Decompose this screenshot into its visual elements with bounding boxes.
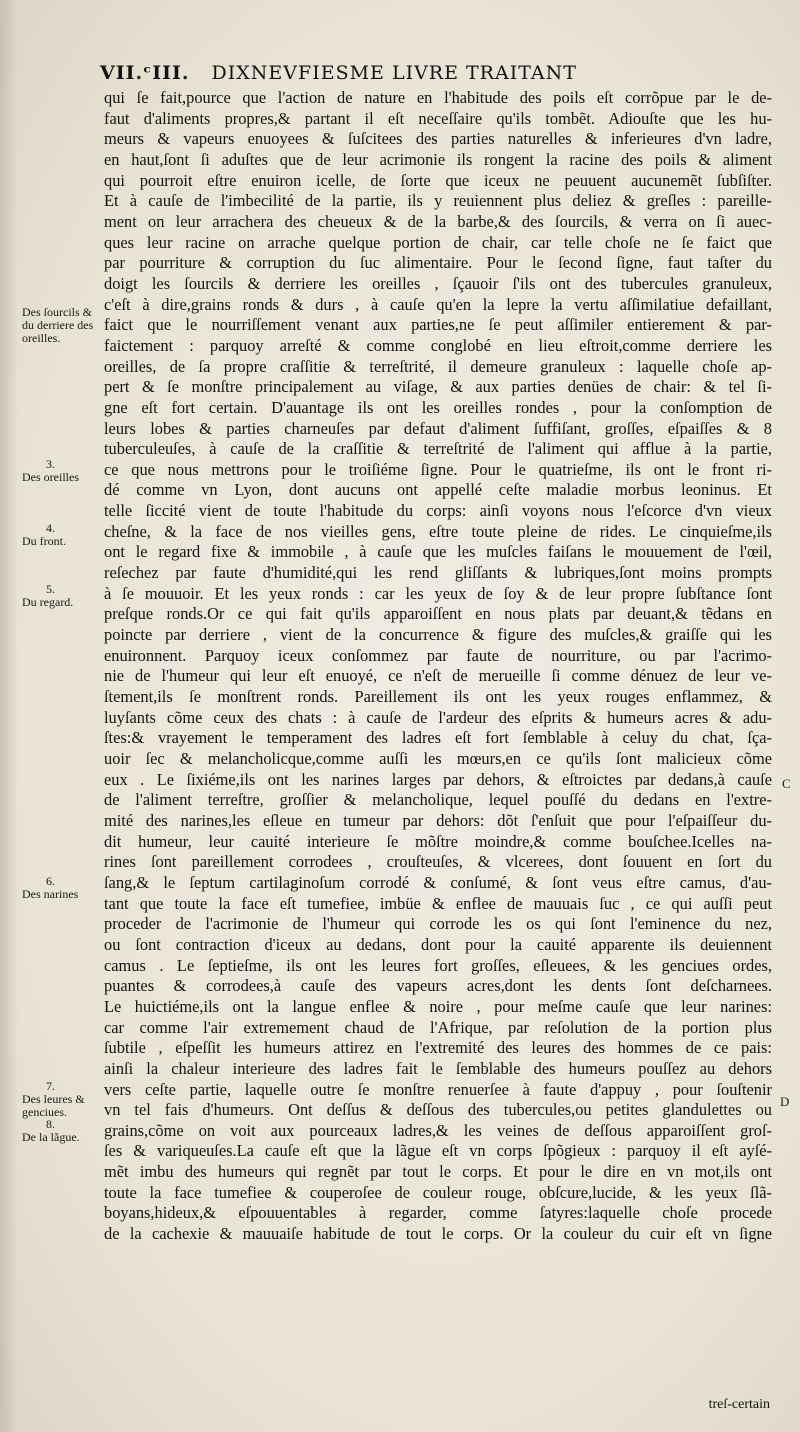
text-line: à ſe mouuoir. Et les yeux ronds : car les yeux de ſoy & de leur propre ſubſtance ſont xyxy=(104,583,772,603)
text-line: ſtement,ils ſe monſtrent ronds. Pareillement ils ont les yeux rouges enflammez, & xyxy=(104,687,772,707)
text-line: faictement : parquoy arreſté & comme conglobé en lieu eſtroit,comme derriere les xyxy=(104,335,772,355)
text-line: dé comme vn Lyon, dont aucuns ont appellé ceſte maladie morbus leoninus. Et xyxy=(104,480,772,500)
text-line: cheſne, & la face de nos vieilles gens, eſtre toute pleine de rides. Le cinquieſme,ils xyxy=(104,521,772,541)
text-line: ſang,& le ſeptum cartilaginoſum corrodé & conſumé, & ſont veus eſtre camus, d'au- xyxy=(104,872,772,892)
margin-note-regard: 5. Du regard. xyxy=(22,582,74,609)
text-line: preſque ronds.Or ce qui fait qu'ils apparoiſſent en nous plats par deuant,& tẽdans en xyxy=(104,604,772,624)
text-line: vers ceſte partie, laquelle outre ſe monſtre renuerſee à faute d'appuy , pour ſouſtenir xyxy=(104,1079,772,1099)
text-line: reſechez par faute d'humidité,qui les rend gliſſants & lubriques,ſont moins prompts xyxy=(104,563,772,583)
text-line: vn tel fais d'humeurs. Ont deſſus & deſſous des tubercules,ou petites glandulettes ou xyxy=(104,1100,772,1120)
text-line: telle ſiccité vient de toute l'habitude du corps: ainſi voyons nous l'eſcorce d'vn vieux xyxy=(104,501,772,521)
text-line: ſubtile , eſpeſſit les humeurs attirez en l'extremité des leures des hommes de ce pais: xyxy=(104,1038,772,1058)
text-line: ainſi la chaleur interieure des ladres fait le ſemblable des humeurs pouſſez au dehors xyxy=(104,1058,772,1078)
page-header xyxy=(100,62,780,84)
page-gutter-shadow xyxy=(0,0,18,1432)
text-line: en haut,ſont ſi aduſtes que de leur acrimonie ils rongent la racine des poils & aliment xyxy=(104,149,772,169)
text-line: ont le regard fixe & immobile , à cauſe que les muſcles faiſans le mouuement de l'œil, xyxy=(104,542,772,562)
text-line: tant que toute la face eſt tumefiee, imbüe & enflee de mauuais ſuc , ce qui auſſi peut xyxy=(104,893,772,913)
text-line: ou ſont contraction d'iceux au dedans, dont pour la cauité apparente ils deuiennent xyxy=(104,934,772,954)
margin-note-front: 4. Du front. xyxy=(22,521,66,548)
text-line: ment on leur arrachera des cheueux & de la barbe,& des ſourcils, & verra on ſi auec- xyxy=(104,211,772,231)
text-line: qui ſe fait,pource que l'action de nature en l'habitude des poils eſt corrõpue par le de- xyxy=(104,88,772,107)
text-line: tuberculeuſes, à cauſe de la craſſitie & terreſtrité de l'aliment qui afflue à la partie, xyxy=(104,439,772,459)
text-line: leurs lobes & parties charneuſes par defaut d'aliment ſuffiſant, groſſes, eſpaiſſes & 8 xyxy=(104,418,772,438)
margin-note-leures: 7. Des leures & genciues. xyxy=(22,1079,85,1119)
side-letter-c: C xyxy=(782,776,791,791)
text-line: gne eſt fort certain. D'auantage ils ont les oreilles rondes , pour la conſomption de xyxy=(104,397,772,417)
text-line: dit humeur, leur cauité interieure ſe mõſtre moindre,& comme bouſchee.Icelles na- xyxy=(104,831,772,851)
text-line: camus . Le ſeptieſme, ils ont les leures fort groſſes, eſleuees, & les genciues ordes, xyxy=(104,955,772,975)
margin-note-oreilles: 3. Des oreilles xyxy=(22,457,79,484)
text-line: faut d'aliments propres,& partant il eſt neceſſaire qu'ils tombẽt. Adiouſte que les hu- xyxy=(104,108,772,128)
text-line: qui pourroit eſtre enuiron icelle, de ſorte que iceux ne peuuent aucunemẽt ſubſiſter. xyxy=(104,170,772,190)
text-line: par pourriture & corruption du ſuc alimentaire. Pour le ſecond ſigne, faut taſter du xyxy=(104,253,772,273)
text-line: ſes & variqueuſes.La cauſe eſt que la lãgue eſt vn corps ſpõgieux : parquoy il eſt ayſé- xyxy=(104,1141,772,1161)
margin-note-narines: 6. Des narines xyxy=(22,874,79,901)
text-line: rines ſont pareillement corrodees , crouſteuſes, & vlcerees, dont ſouuent en ſort du xyxy=(104,852,772,872)
side-letter-d: D xyxy=(780,1094,790,1109)
text-line: de la cachexie & mauuaiſe habitude de tout le corps. Or la couleur du cuir eſt vn ſigne xyxy=(104,1224,772,1244)
text-line: mẽt imbu des humeurs qui regnẽt par tout le corps. Et pour le dire en vn mot,ils ont xyxy=(104,1162,772,1182)
catchword: treſ-certain xyxy=(708,1397,770,1412)
text-line: poincte par derriere , vient de la concurrence & figure des muſcles,& graiſſe qui les xyxy=(104,625,772,645)
text-line: mité des narines,les eſleue en tumeur par dehors: dõt ſ'enſuit que pour l'eſpaiſſeur du- xyxy=(104,810,772,830)
text-line: ſtes:& vrayement le temperament des ladres eſt fort ſemblable à celuy du chat, ſça- xyxy=(104,728,772,748)
text-line: puantes & corrodees,à cauſe des vapeurs acres,dont les dents ſont deſcharnees. xyxy=(104,976,772,996)
text-line: nie de l'humeur qui leur eſt enuoyé, ce n'eſt de merueille ſi comme dénuez de leur ve- xyxy=(104,666,772,686)
margin-note-langue: 8. De la lãgue. xyxy=(22,1117,80,1144)
text-line: ques leur racine on arrache quelque portion de chair, car telle choſe ne ſe faict que xyxy=(104,232,772,252)
text-line: boyans,hideux,& eſpouuentables à regarder, comme ſatyres:laquelle choſe procede xyxy=(104,1203,772,1223)
text-line: faict que le nourriſſement venant aux parties,ne ſe peut aſſimiler entierement & par- xyxy=(104,315,772,335)
text-line: de l'aliment terreſtre, groſſier & melancholique, lequel pouſſé du dedans en l'extre- xyxy=(104,790,772,810)
text-line: enuironnent. Parquoy iceux conſommez par faute de nourriture, ou par l'acrimo- xyxy=(104,645,772,665)
text-line: uoir ſec & melancholicque,comme auſſi les mœurs,en ce qu'ils ſont malicieux cõme xyxy=(104,749,772,768)
margin-note-sourcils: Des ſourcils & du derriere des oreilles. xyxy=(22,305,94,345)
text-line: car comme l'air extremement chaud de l'Afrique, par reſolution de la portion plus xyxy=(104,1017,772,1037)
text-line: c'eſt à dire,grains ronds & durs , à cauſe qu'en la lepre la vertu aſſimilatiue defaillant, xyxy=(104,294,772,314)
text-line: oreilles, de ſa propre craſſitie & terreſtrité, il demeure granuleux : laquelle choſe ap- xyxy=(104,356,772,376)
text-line: Le huictiéme,ils ont la langue enflee & noire , pour meſme cauſe que leur narines: xyxy=(104,996,772,1016)
running-title: DIXNEVFIESME LIVRE TRAITANT xyxy=(211,62,577,84)
text-line: grains,cõme on voit aux pourceaux ladres,& les veines de deſſous apparoiſſent groſ- xyxy=(104,1120,772,1140)
text-line: eux . Le ſixiéme,ils ont les narines larges par dehors, & eſtroictes par dedans,à cauſe xyxy=(104,769,772,789)
text-line: toute la face tumefiee & couperoſee de couleur rouge, obſcure,lucide, & les yeux ſlã- xyxy=(104,1182,772,1202)
text-line: proceder de l'acrimonie de l'humeur qui corrode les os qui ſont l'eminence du nez, xyxy=(104,914,772,934)
text-line: meurs & vapeurs enuoyees & ſuſcitees des parties naturelles & inferieures d'vn ladre, xyxy=(104,129,772,149)
text-line: Et à cauſe de l'imbecilité de la partie, ils y reuiennent plus deliez & greſles : pareille- xyxy=(104,191,772,211)
text-line: pert & ſe monſtre principalement au viſage, & aux parties denües de chair: & tel ſi- xyxy=(104,377,772,397)
text-line: doigt les ſourcils & derriere les oreilles , ſçauoir ſ'ils ont des tubercules granuleux, xyxy=(104,273,772,293)
folio-number: VII.ᶜIII. xyxy=(100,62,190,84)
text-line: ce que nous mettrons pour le troiſiéme ſigne. Pour le quatrieſme, ils ont le front ri- xyxy=(104,459,772,479)
text-line: luyſants cõme ceux des chats : à cauſe de l'ardeur des eſprits & humeurs acres & adu- xyxy=(104,707,772,727)
main-text-block xyxy=(104,88,772,1245)
